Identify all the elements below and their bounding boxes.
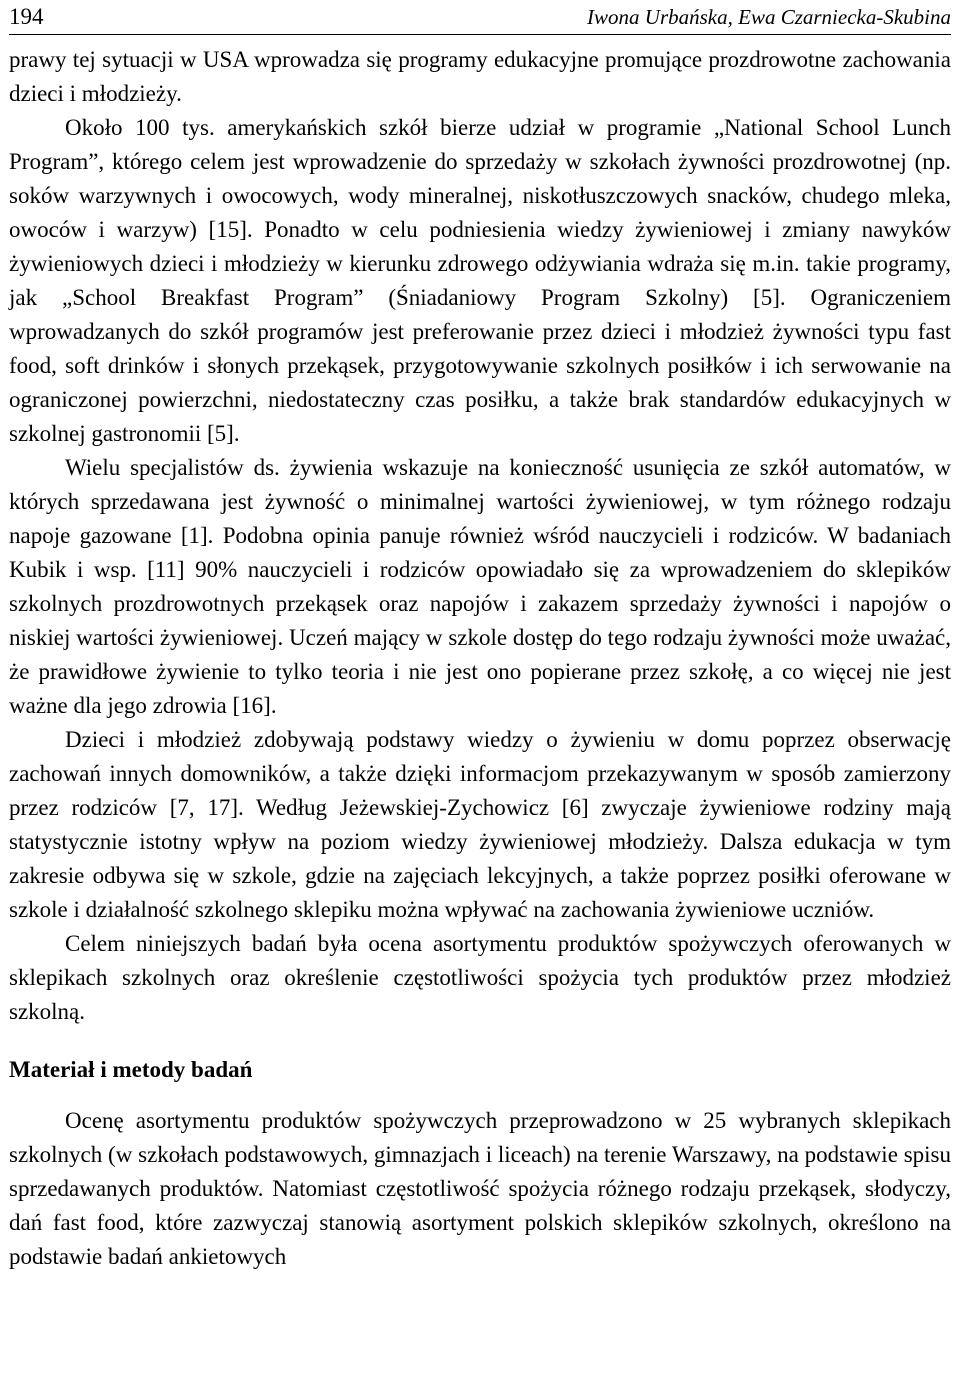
paragraph: prawy tej sytuacji w USA wprowadza się programy edukacyjne promujące prozdrowotne zachowania dzieci i młodzieży.	[9, 47, 951, 106]
paragraph: Celem niniejszych badań była ocena asortymentu produktów spożywczych oferowanych w sklepikach szkolnych oraz określenie częstotliwości spożycia tych produktów przez młodzież szkolną.	[9, 931, 951, 1024]
paragraph: Wielu specjalistów ds. żywienia wskazuje na konieczność usunięcia ze szkół automatów, w których sprzedawana jest żywność o minimalnej wartości żywieniowej, w tym różnego rodzaju napoje gazowane [1]. Podobna opinia panuje również wśród nauczycieli i rodziców. W badaniach Kubik i wsp. [11] 90% nauczycieli i rodziców opowiadało się za wprowadzeniem do sklepików szkolnych prozdrowotnych przekąsek oraz napojów i zakazem sprzedaży żywności i napojów o niskiej wartości żywieniowej. Uczeń mający w szkole dostęp do tego rodzaju żywności może uważać, że prawidłowe żywienie to tylko teoria i nie jest ono popierane przez szkołę, a co więcej nie jest ważne dla jego zdrowia [16].	[9, 455, 951, 718]
paragraph: Dzieci i młodzież zdobywają podstawy wiedzy o żywieniu w domu poprzez obserwację zachowań innych domowników, a także dzięki informacjom przekazywanym w sposób zamierzony przez rodziców [7, 17]. Według Jeżewskiej-Zychowicz [6] zwyczaje żywieniowe rodziny mają statystycznie istotny wpływ na poziom wiedzy żywieniowej młodzieży. Dalsza edukacja w tym zakresie odbywa się w szkole, gdzie na zajęciach lekcyjnych, a także poprzez posiłki oferowane w szkole i działalność szkolnego sklepiku można wpływać na zachowania żywieniowe uczniów.	[9, 727, 951, 922]
document-page	[9, 0, 951, 1274]
paragraph: Ocenę asortymentu produktów spożywczych przeprowadzono w 25 wybranych sklepikach szkolnych (w szkołach podstawowych, gimnazjach i liceach) na terenie Warszawy, na podstawie spisu sprzedawanych produktów. Natomiast częstotliwość spożycia różnego rodzaju przekąsek, słodyczy, dań fast food, które zazwyczaj stanowią asortyment polskich sklepików szkolnych, określono na podstawie badań ankietowych	[9, 1108, 951, 1269]
page-header	[9, 0, 951, 34]
body-text	[9, 43, 951, 1274]
paragraph: Około 100 tys. amerykańskich szkół bierze udział w programie „National School Lunch Program”, którego celem jest wprowadzenie do sprzedaży w szkołach żywności prozdrowotnej (np. soków warzywnych i owocowych, wody mineralnej, niskotłuszczowych snacków, chudego mleka, owoców i warzyw) [15]. Ponadto w celu podniesienia wiedzy żywieniowej i zmiany nawyków żywieniowych dzieci i młodzieży w kierunku zdrowego odżywiania wdraża się m.in. takie programy, jak „School Breakfast Program” (Śniadaniowy Program Szkolny) [5]. Ograniczeniem wprowadzanych do szkół programów jest preferowanie przez dzieci i młodzież żywności typu fast food, soft drinków i słonych przekąsek, przygotowywanie szkolnych posiłków i ich serwowanie na ograniczonej powierzchni, niedostateczny czas posiłku, a także brak standardów edukacyjnych w szkolnej gastronomii [5].	[9, 115, 951, 446]
header-rule	[9, 34, 951, 35]
section-heading: Materiał i metody badań	[9, 1057, 253, 1082]
running-head-authors: Iwona Urbańska, Ewa Czarniecka-Skubina	[587, 4, 951, 29]
page-number: 194	[9, 4, 44, 29]
